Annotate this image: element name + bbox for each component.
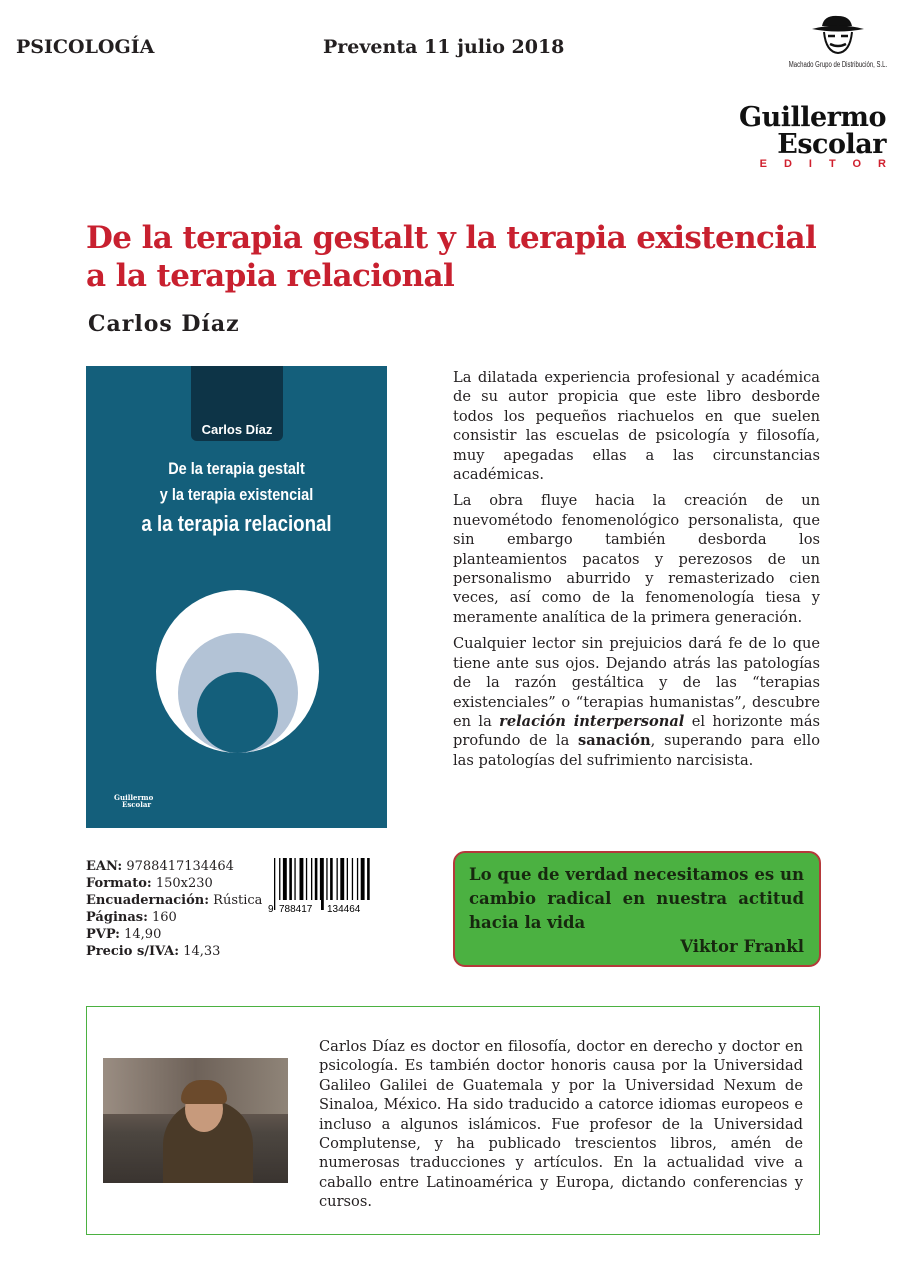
spec-row [86,858,262,875]
book-author: Carlos Díaz [88,311,240,337]
cover-logo-line2: Escolar [122,800,152,809]
distributor-logo [783,12,893,69]
text-span: el horizonte más profundo de la [453,712,821,750]
quote-text: Lo que de verdad necesitamos es un cambio radical en nuestra actitud hacia la vida [469,865,804,932]
bold-text: sanación [578,732,651,750]
quote-author: Viktor Frankl [680,937,804,956]
distributor-caption: Machado Grupo de Distribución, S.L. [788,60,888,69]
cover-title-line3: a la terapia relacional [141,511,332,536]
cover-logo-line1: Guillermo [114,793,154,802]
text-span: Cualquier lector sin prejuicios dará fe de lo que tiene ante sus ojos. Dejando atrás las patologías de la razón gestáltica y de las “terapias existenciales” o “terapias humanistas”, descubre en la [453,635,820,730]
author-bio: Carlos Díaz es doctor en filosofía, doctor en derecho y doctor en psicología. Es también doctor honoris causa por la Universidad Galileo Galilei de Guatemala y por la Universidad Nexum de Sinaloa, México. Ha sido traducido a catorce idiomas europeos e incluso a algunos islámicos. Fue profesor de la Universidad Complutense, y ha publicado trescientos libros, amén de numerosas traducciones y artículos. En la actualidad vive a caballo entre Latinoamérica y Europa, dictando conferencias y cursos. [319,1038,803,1211]
spec-row [86,909,262,926]
spec-value: 14,33 [183,944,221,959]
description-paragraph: La dilatada experiencia profesional y académica de su autor propicia que este libro desborde todos los pequeños riachuelos en que suelen consistir las escuelas de psicología y filosofía, muy apegadas ellas a las circunstancias académicas. [453,369,820,484]
spec-row [86,875,262,892]
hat-face-icon [808,12,868,56]
presale-date: Preventa 11 julio 2018 [323,36,565,58]
spec-value: Rústica [213,893,263,908]
cover-author: Carlos Díaz [201,422,273,437]
spec-label: Páginas: [86,910,148,925]
book-description [453,368,820,777]
spec-label: Encuadernación: [86,893,210,908]
spec-label: Precio s/IVA: [86,944,180,959]
spec-row [86,926,262,943]
spec-row [86,892,262,909]
cover-author-tab [191,366,283,441]
description-paragraph: La obra fluye hacia la creación de un nuevométodo fenomenológico personalista, que sin embargo también desborda los planteamientos pacatos y perezosos de un personalismo aburrido y remasterizado cien veces, así como de la fenomenología tiesa y meramente analítica de la primera generación. [453,492,820,626]
logo-line3: EDITOR [759,158,903,170]
spec-row [86,943,262,960]
cover-publisher-logo [114,794,153,808]
barcode-bar [274,858,275,910]
category-label: PSICOLOGÍA [16,36,155,58]
spec-value: 150x230 [155,876,213,891]
cover-title-line1: De la terapia gestalt [168,459,305,478]
barcode-digits-right: 134464 [327,904,361,914]
barcode-digits-left: 788417 [279,904,313,914]
spec-value: 14,90 [124,927,162,942]
book-specs [86,858,262,960]
author-bio-box [86,1006,820,1235]
text-span: , superando para ello las patologías del sufrimiento narcisista. [453,732,821,769]
barcode [268,858,380,914]
cover-title-line2: y la terapia existencial [159,485,314,504]
book-title [86,219,846,295]
title-line2: a la terapia relacional [86,258,455,294]
logo-line1: Guillermo [739,102,886,133]
title-line1: De la terapia gestalt y la terapia existencial [86,220,817,256]
publisher-logo [718,102,903,170]
spec-label: Formato: [86,876,152,891]
description-paragraph [453,634,820,770]
barcode-digit: 9 [268,904,274,914]
quote-box [453,851,821,967]
book-cover [86,366,387,828]
spec-value: 160 [152,910,177,925]
spec-value: 9788417134464 [126,859,234,874]
spec-label: PVP: [86,927,120,942]
logo-line2: Escolar [777,129,886,160]
author-photo [103,1058,288,1183]
emphasis-text: relación interpersonal [499,712,685,730]
cover-inner-circle [197,672,278,753]
spec-label: EAN: [86,859,123,874]
